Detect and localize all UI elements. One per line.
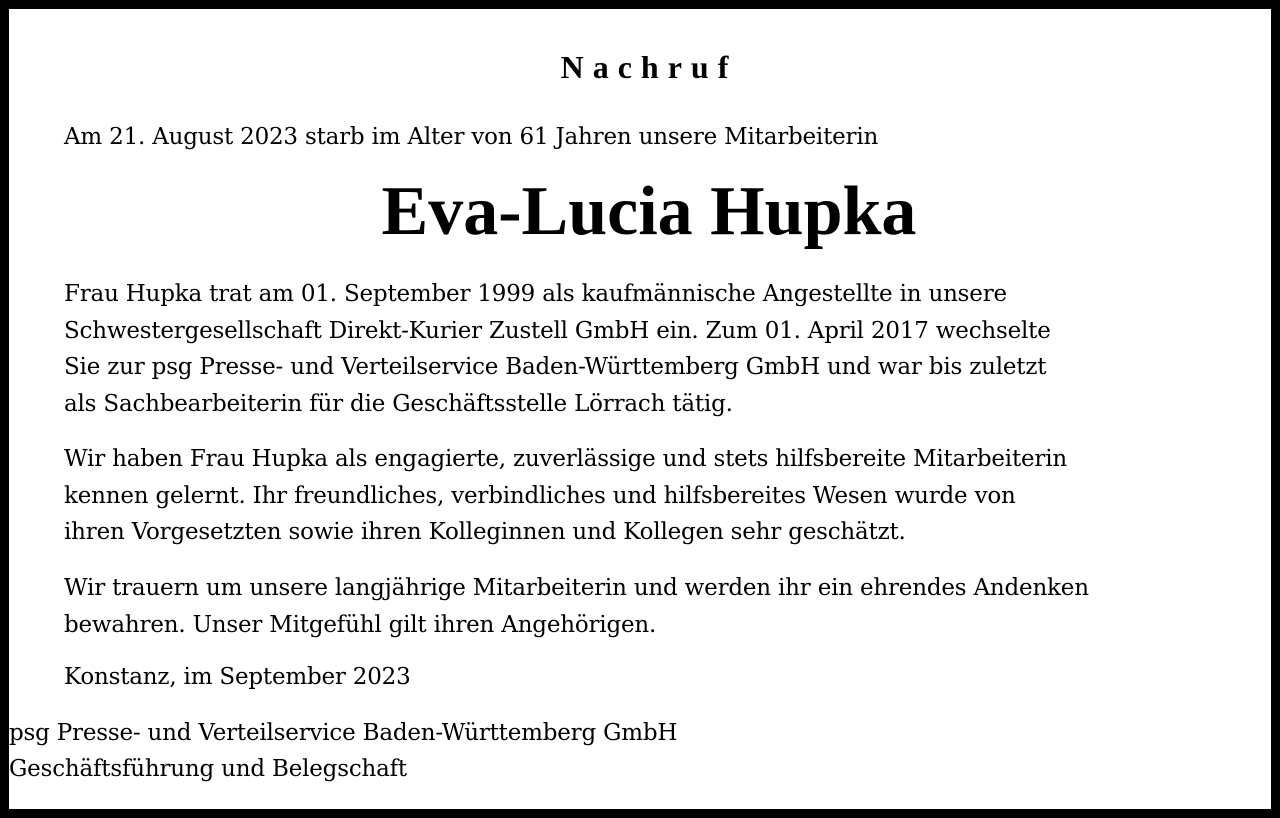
paragraph-line: Wir trauern um unsere langjährige Mitarbeiterin und werden ihr ein ehrendes Andenken (64, 575, 1089, 601)
paragraph-appreciation (64, 441, 1067, 551)
signature-company: psg Presse- und Verteilservice Baden-Württemberg GmbH (9, 720, 678, 746)
paragraph-line: ihren Vorgesetzten sowie ihren Kolleginnen und Kollegen sehr geschätzt. (64, 519, 906, 545)
place-and-date: Konstanz, im September 2023 (64, 664, 411, 690)
intro-text: Am 21. August 2023 starb im Alter von 61 Jahren unsere Mitarbeiterin (64, 124, 879, 150)
paragraph-line: Schwestergesellschaft Direkt-Kurier Zustell GmbH ein. Zum 01. April 2017 wechselte (64, 317, 1051, 344)
paragraph-line: Frau Hupka trat am 01. September 1999 als kaufmännische Angestellte in unsere (64, 281, 1007, 307)
notice-heading: Nachruf (560, 49, 738, 85)
paragraph-condolence (64, 570, 1089, 643)
paragraph-line: kennen gelernt. Ihr freundliches, verbindliches und hilfsbereites Wesen wurde von (64, 482, 1016, 509)
paragraph-line: Wir haben Frau Hupka als engagierte, zuverlässige und stets hilfsbereite Mitarbeiterin (64, 446, 1067, 472)
paragraph-line: Sie zur psg Presse- und Verteilservice Baden-Württemberg GmbH und war bis zuletzt (64, 354, 1047, 380)
deceased-name: Eva-Lucia Hupka (381, 173, 917, 250)
paragraph-career (64, 276, 1051, 422)
paragraph-line: bewahren. Unser Mitgefühl gilt ihren Angehörigen. (64, 611, 657, 638)
paragraph-line: als Sachbearbeiterin für die Geschäftsstelle Lörrach tätig. (64, 390, 733, 417)
signature-group: Geschäftsführung und Belegschaft (9, 756, 407, 782)
